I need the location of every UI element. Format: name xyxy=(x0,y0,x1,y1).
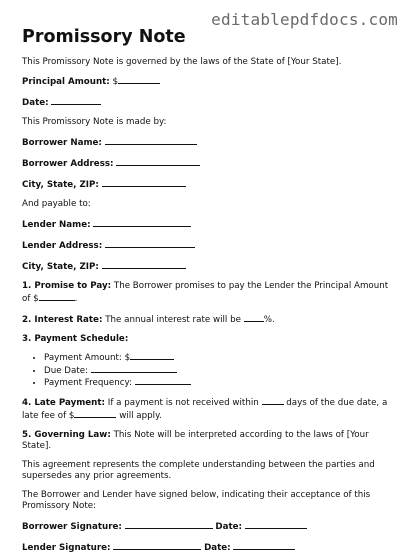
borrower-name-field xyxy=(22,136,392,149)
payment-amount-label: Payment Amount: $ xyxy=(44,353,131,363)
lender-date-line[interactable] xyxy=(233,541,295,550)
date-field xyxy=(22,96,392,109)
borrower-name-line[interactable] xyxy=(105,136,197,145)
principal-prefix: $ xyxy=(112,77,119,87)
section-1-end: . xyxy=(74,294,78,304)
section-2-label: 2. Interest Rate: xyxy=(22,315,103,325)
section-4-text-a: If a payment is not received within xyxy=(107,397,259,408)
borrower-date-line[interactable] xyxy=(245,520,307,529)
borrower-signature-line[interactable] xyxy=(125,520,213,529)
section-3-label: 3. Payment Schedule: xyxy=(22,334,129,344)
due-date-label: Due Date: xyxy=(44,365,88,376)
watermark: editablepdfdocs.com xyxy=(211,10,398,29)
payable-to-text: And payable to: xyxy=(22,199,91,209)
principal-label: Principal Amount: xyxy=(22,77,110,87)
lender-city-field xyxy=(22,260,392,273)
section-1-label: 1. Promise to Pay: xyxy=(22,281,112,291)
lender-city-label: City, State, ZIP: xyxy=(22,262,99,272)
section-5-text: This Note will be interpreted according to the laws of [Your State]. xyxy=(22,429,369,451)
lender-name-label: Lender Name: xyxy=(22,220,91,230)
payment-frequency-label: Payment Frequency: xyxy=(44,378,132,388)
date-label: Date: xyxy=(22,98,49,108)
lender-signature-line[interactable] xyxy=(113,541,201,550)
lender-city-line[interactable] xyxy=(102,260,186,269)
list-item xyxy=(44,364,392,377)
borrower-signature-label: Borrower Signature: xyxy=(22,521,122,532)
document-body xyxy=(22,27,392,554)
section-2-rate-line[interactable] xyxy=(244,313,264,322)
section-2-text: The annual interest rate will be xyxy=(105,315,241,325)
lender-signature-field xyxy=(22,541,392,554)
borrower-address-line[interactable] xyxy=(116,157,200,166)
late-fee-line[interactable] xyxy=(74,409,116,418)
borrower-date-label: Date: xyxy=(215,521,242,532)
section-4-text-b: days of the due date, a late fee of $ xyxy=(22,397,388,421)
section-interest-rate xyxy=(22,313,392,326)
section-4-label: 4. Late Payment: xyxy=(22,397,105,408)
section-5-label: 5. Governing Law: xyxy=(22,429,111,440)
payment-amount-line[interactable] xyxy=(130,351,174,360)
borrower-address-label: Borrower Address: xyxy=(22,159,114,169)
agreement-text: This agreement represents the complete understanding between the parties and supersedes any prior agreements. xyxy=(22,459,375,481)
late-days-line[interactable] xyxy=(262,396,284,405)
lender-address-field xyxy=(22,239,392,252)
payment-frequency-line[interactable] xyxy=(135,376,191,385)
date-line[interactable] xyxy=(51,96,101,105)
list-item xyxy=(44,351,392,364)
intro-text: This Promissory Note is governed by the laws of the State of [Your State]. xyxy=(22,57,342,67)
lender-address-line[interactable] xyxy=(105,239,195,248)
section-1-text: The Borrower promises to pay the Lender the Principal Amount of xyxy=(22,281,389,304)
borrower-address-field xyxy=(22,157,392,170)
list-item xyxy=(44,376,392,389)
payment-schedule-list xyxy=(22,351,392,389)
section-1-amount-line[interactable] xyxy=(39,292,75,301)
section-promise-to-pay xyxy=(22,281,392,305)
borrower-city-field xyxy=(22,178,392,191)
signed-below-text: The Borrower and Lender have signed below, indicating their acceptance of this Promissory Note: xyxy=(22,489,371,511)
lender-name-field xyxy=(22,218,392,231)
section-1-prefix: $ xyxy=(33,294,39,304)
due-date-line[interactable] xyxy=(91,364,177,373)
section-payment-schedule xyxy=(22,334,392,345)
section-2-end: %. xyxy=(263,315,275,325)
page-title: Promissory Note xyxy=(22,27,186,47)
lender-address-label: Lender Address: xyxy=(22,241,103,251)
section-late-payment xyxy=(22,396,392,422)
lender-name-line[interactable] xyxy=(93,218,191,227)
principal-field xyxy=(22,75,392,88)
borrower-name-label: Borrower Name: xyxy=(22,138,102,148)
lender-signature-label: Lender Signature: xyxy=(22,542,111,553)
borrower-city-label: City, State, ZIP: xyxy=(22,180,99,190)
section-4-text-c: will apply. xyxy=(119,410,162,421)
borrower-city-line[interactable] xyxy=(102,178,186,187)
section-governing-law xyxy=(22,430,392,452)
principal-line[interactable] xyxy=(118,75,160,84)
lender-date-label: Date: xyxy=(204,542,231,553)
made-by-text: This Promissory Note is made by: xyxy=(22,117,167,127)
